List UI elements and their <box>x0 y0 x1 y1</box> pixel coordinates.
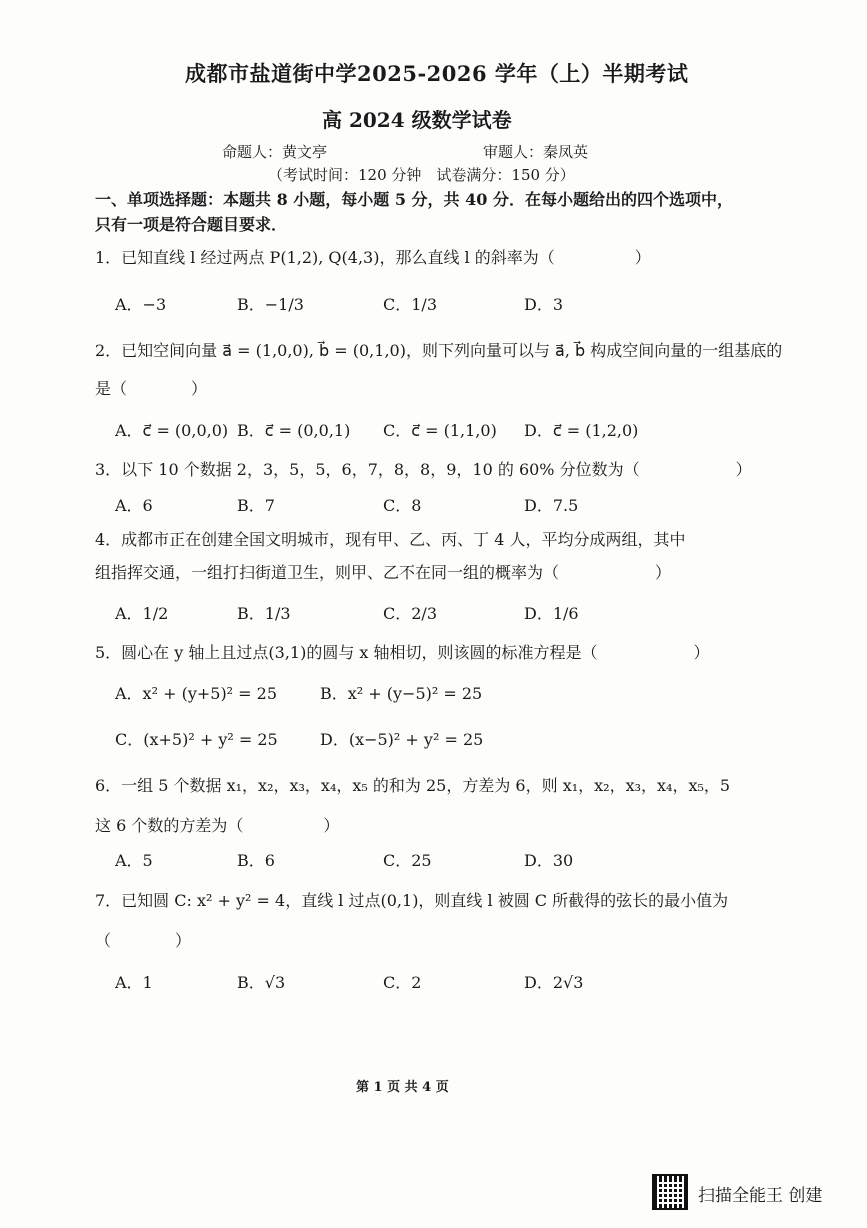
question-7-option-c: C．2 <box>383 973 422 992</box>
question-7-text-line1: 7．已知圆 C: x² + y² = 4，直线 l 过点(0,1)，则直线 l 被圆 C 所截得的弦长的最小值为 <box>95 891 729 910</box>
question-2-option-b: B．c⃗ = (0,0,1) <box>237 421 351 440</box>
question-2-text-line2: 是（ ） <box>95 379 208 398</box>
question-4-text-line2: 组指挥交通，一组打扫街道卫生，则甲、乙不在同一组的概率为（ ） <box>95 563 672 582</box>
question-5-option-b: B．x² + (y−5)² = 25 <box>320 684 483 703</box>
question-3-option-b: B．7 <box>237 496 275 515</box>
question-1-option-c: C．1/3 <box>383 295 437 314</box>
exam-info: （考试时间：120 分钟 试卷满分：150 分） <box>268 166 575 184</box>
question-6-text-line1: 6．一组 5 个数据 x₁，x₂，x₃，x₄，x₅ 的和为 25，方差为 6，则 x₁，x₂，x₃，x₄，x₅，5 <box>95 776 731 795</box>
question-7-text-line2: （ ） <box>95 931 192 950</box>
question-3-option-d: D．7.5 <box>524 496 579 515</box>
page-subtitle: 高 2024 级数学试卷 <box>322 108 512 132</box>
question-6-option-c: C．25 <box>383 851 432 870</box>
question-7-option-b: B．√3 <box>237 973 286 992</box>
question-6-option-d: D．30 <box>524 851 574 870</box>
question-1-option-b: B．−1/3 <box>237 295 304 314</box>
question-4-option-c: C．2/3 <box>383 604 437 623</box>
question-7-option-d: D．2√3 <box>524 973 584 992</box>
question-4-option-b: B．1/3 <box>237 604 291 623</box>
question-3-option-a: A．6 <box>115 496 153 515</box>
question-6-text-line2: 这 6 个数的方差为（ ） <box>95 816 340 835</box>
question-2-text-line1: 2．已知空间向量 a⃗ = (1,0,0), b⃗ = (0,1,0)，则下列向量可以与 a⃗, b⃗ 构成空间向量的一组基底的 <box>95 341 783 360</box>
question-1-option-d: D．3 <box>524 295 564 314</box>
question-4-option-d: D．1/6 <box>524 604 579 623</box>
section-heading-line1: 一、单项选择题：本题共 8 小题，每小题 5 分，共 40 分．在每小题给出的四个选项中， <box>95 190 733 209</box>
setter-label: 命题人：黄文亭 <box>222 143 328 161</box>
question-4-option-a: A．1/2 <box>115 604 169 623</box>
question-2-option-d: D．c⃗ = (1,2,0) <box>524 421 639 440</box>
question-1-option-a: A．−3 <box>115 295 167 314</box>
question-7-option-a: A．1 <box>115 973 153 992</box>
question-4-text-line1: 4．成都市正在创建全国文明城市，现有甲、乙、丙、丁 4 人，平均分成两组，其中 <box>95 530 686 549</box>
question-2-option-a: A．c⃗ = (0,0,0) <box>115 421 229 440</box>
question-3-text: 3．以下 10 个数据 2，3，5，5，6，7，8，8，9，10 的 60% 分位数为（ ） <box>95 460 752 479</box>
question-5-option-d: D．(x−5)² + y² = 25 <box>320 730 484 749</box>
question-2-option-c: C．c⃗ = (1,1,0) <box>383 421 497 440</box>
question-6-option-b: B．6 <box>237 851 275 870</box>
qr-code-icon <box>652 1174 688 1210</box>
question-5-option-a: A．x² + (y+5)² = 25 <box>115 684 278 703</box>
question-5-option-c: C．(x+5)² + y² = 25 <box>115 730 278 749</box>
question-1-text: 1．已知直线 l 经过两点 P(1,2), Q(4,3)，那么直线 l 的斜率为（ ） <box>95 248 651 267</box>
section-heading-line2: 只有一项是符合题目要求． <box>95 215 288 234</box>
question-6-option-a: A．5 <box>115 851 153 870</box>
question-5-text: 5．圆心在 y 轴上且过点(3,1)的圆与 x 轴相切，则该圆的标准方程是（ ） <box>95 643 710 662</box>
page-number: 第 1 页 共 4 页 <box>356 1080 449 1095</box>
scanner-brand: 扫描全能王 创建 <box>698 1186 823 1206</box>
reviewer-label: 审题人：秦凤英 <box>483 143 589 161</box>
question-3-option-c: C．8 <box>383 496 422 515</box>
page-title: 成都市盐道街中学2025-2026 学年（上）半期考试 <box>185 61 689 86</box>
